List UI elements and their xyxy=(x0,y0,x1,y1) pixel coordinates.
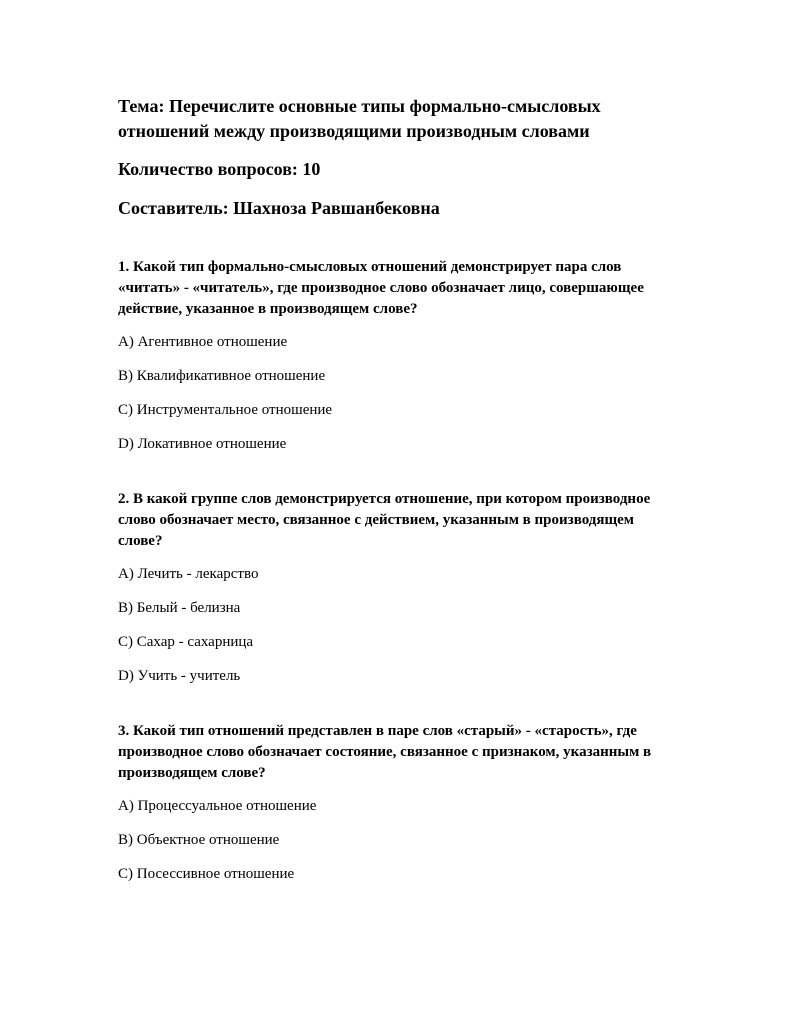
answer-option: A) Процессуальное отношение xyxy=(118,798,317,814)
question-text-line: слове? xyxy=(118,533,163,549)
answer-option: D) Локативное отношение xyxy=(118,436,287,452)
question-text-line: 1. Какой тип формально-смысловых отношений демонстрирует пара слов xyxy=(118,259,622,275)
question-text-line: 2. В какой группе слов демонстрируется отношение, при котором производное xyxy=(118,491,651,507)
question-text-line: действие, указанное в производящем слове? xyxy=(118,301,418,317)
author-line: Составитель: Шахноза Равшанбековна xyxy=(118,198,440,218)
answer-option: B) Белый - белизна xyxy=(118,600,241,616)
answer-option: D) Учить - учитель xyxy=(118,668,241,684)
answer-option: A) Лечить - лекарство xyxy=(118,566,259,582)
question-text-line: производящем слове? xyxy=(118,765,266,781)
question-text-line: «читать» - «читатель», где производное слово обозначает лицо, совершающее xyxy=(118,280,644,296)
question-block xyxy=(118,257,710,455)
answer-option: A) Агентивное отношение xyxy=(118,334,288,350)
question-text xyxy=(118,721,710,784)
question-count: Количество вопросов: 10 xyxy=(118,159,321,179)
question-text-line: 3. Какой тип отношений представлен в паре слов «старый» - «старость», где xyxy=(118,723,637,739)
question-block xyxy=(118,721,710,885)
question-text xyxy=(118,257,710,320)
question-text xyxy=(118,489,710,552)
answer-option: C) Инструментальное отношение xyxy=(118,402,333,418)
question-block xyxy=(118,489,710,687)
topic-line-2: отношений между производящими производным словами xyxy=(118,121,590,141)
question-text-line: производное слово обозначает состояние, связанное с признаком, указанным в xyxy=(118,744,652,760)
topic-line-1: Тема: Перечислите основные типы формально-смысловых xyxy=(118,96,601,116)
question-text-line: слово обозначает место, связанное с действием, указанным в производящем xyxy=(118,512,634,528)
answer-option: B) Квалификативное отношение xyxy=(118,368,326,384)
answer-option: C) Сахар - сахарница xyxy=(118,634,254,650)
topic-heading xyxy=(118,94,710,144)
answer-option: B) Объектное отношение xyxy=(118,832,280,848)
answer-option: C) Посессивное отношение xyxy=(118,866,295,882)
